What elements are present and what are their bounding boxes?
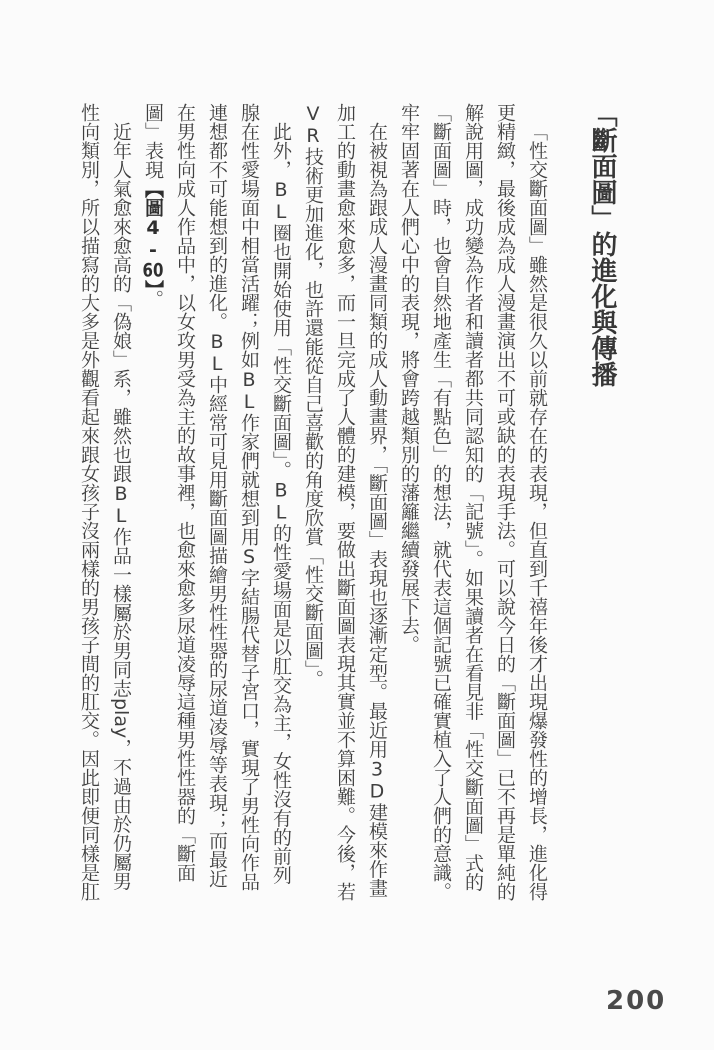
text-run: 在被視為跟成人漫畫同類的成人動畫界，「斷面圖」表現也逐漸定型。最近用3D建模來作畫加工的動畫愈來愈多，而一旦完成了人體的建模，要做出斷面圖表現其實並不算困難。今後，若VR技術更加進化，也許還能從自己喜歡的角度欣賞「性交斷面圖」。 bbox=[302, 103, 388, 901]
paragraph bbox=[73, 103, 137, 903]
page-number: 200 bbox=[606, 986, 667, 1016]
figure-reference: 】 bbox=[142, 280, 164, 290]
paragraph bbox=[297, 103, 393, 903]
text-run: ，不過由於仍屬男性向類別，所以描寫的大多是外觀看起來跟女孩子沒兩樣的男孩子間的肛交。因此即便同樣是肛 bbox=[78, 103, 132, 901]
text-run: 此外，BL圈也開始使用「性交斷面圖」。BL的性愛場面是以肛交為主，女性沒有的前列腺在性愛場面中相當活躍；例如BL作家們就想到用S字結腸代替子宮口，實現了男性向作品連想都不可能想到的進化。BL中經常可見用斷面圖描繪男性性器的尿道凌辱等表現；而最近在男性向成人作品中，以女攻男受為主的故事裡，也愈來愈多尿道凌辱這種男性性器的「斷面圖」表現 bbox=[142, 103, 292, 891]
text-run: 近年人氣愈來愈高的「偽娘」系，雖然也跟BL作品一樣屬於男同志 bbox=[110, 122, 132, 698]
chapter-title: 「斷面圖」的進化與傳播 bbox=[587, 101, 617, 387]
paragraph bbox=[137, 103, 297, 903]
latin-word: play bbox=[110, 698, 132, 739]
paragraph bbox=[393, 103, 553, 903]
text-run: 。 bbox=[142, 289, 164, 309]
figure-reference: 【圖4- bbox=[142, 179, 164, 261]
article-body bbox=[73, 103, 553, 903]
text-run: 「性交斷面圖」雖然是很久以前就存在的表現，但直到千禧年後才出現爆發性的增長，進化得更精緻，最後成為成人漫畫演出不可或缺的表現手法。可以說今日的「斷面圖」已不再是單純的解說用圖，成功變為作者和讀者都共同認知的「記號」。如果讀者在看見非「性交斷面圖」式的「斷面圖」時，也會自然地產生「有點色」的想法，就代表這個記號已確實植入了人們的意識。牢牢固著在人們心中的表現，將會跨越類別的藩籬繼續發展下去。 bbox=[398, 103, 548, 901]
figure-reference: 60 bbox=[142, 261, 164, 280]
